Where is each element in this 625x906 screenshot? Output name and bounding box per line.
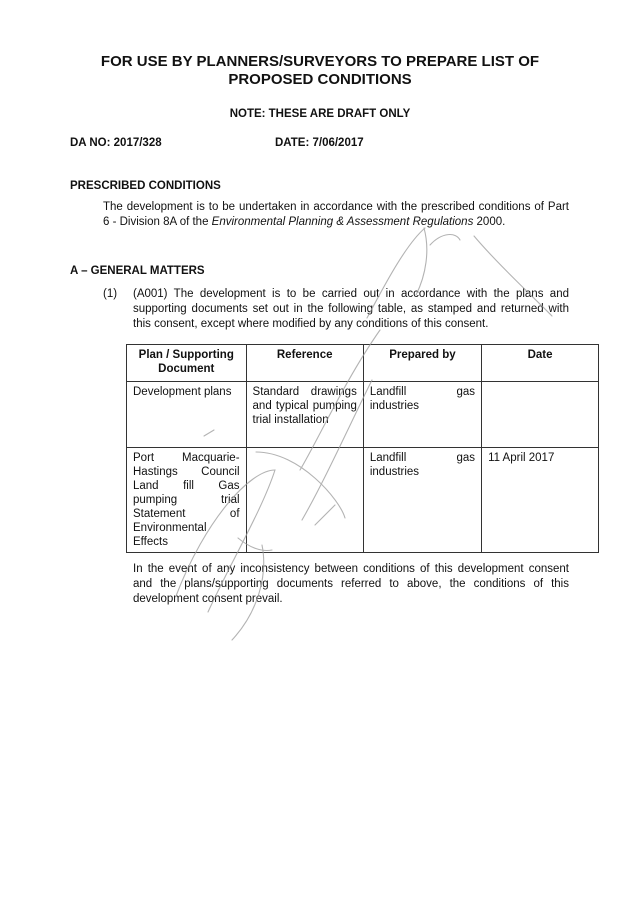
plans-table [126,344,599,553]
column-header-reference: Reference [246,345,363,382]
da-number: DA NO: 2017/328 [70,137,162,149]
table-cell: 11 April 2017 [482,448,599,553]
prescribed-text-before: The development is to be undertaken in accordance with the prescribed conditions of Part 6 - Division 8A of the [103,201,569,228]
table-cell: Landfill gas industries [363,382,481,448]
page-title: FOR USE BY PLANNERS/SURVEYORS TO PREPARE LIST OF PROPOSED CONDITIONS [100,53,540,88]
column-header-prepared-by: Prepared by [363,345,481,382]
table-cell [246,448,363,553]
condition-number: (1) [103,288,118,300]
draft-note: NOTE: THESE ARE DRAFT ONLY [229,108,411,120]
da-date: DATE: 7/06/2017 [275,137,364,149]
condition-a001-text: (A001) The development is to be carried out in accordance with the plans and supporting documents set out in the following table, as stamped and returned with this consent, except where modified by any conditions of this consent. [133,288,569,330]
prescribed-conditions-heading: PRESCRIBED CONDITIONS [70,180,221,192]
table-header-row [127,345,599,382]
table-row [127,448,599,553]
prescribed-text-after: 2000. [473,216,506,228]
general-matters-heading: A – GENERAL MATTERS [70,265,205,277]
table-cell [482,382,599,448]
table-cell: Port Macquarie-Hastings Council Land fill Gas pumping trial Statement of Environmental Effects [127,448,247,553]
column-header-plan: Plan / Supporting Document [127,345,247,382]
inconsistency-clause: In the event of any inconsistency between conditions of this development consent and the plans/supporting documents referred to above, the conditions of this development consent prevail. [133,563,569,605]
prescribed-conditions-text [103,200,569,230]
column-header-date: Date [482,345,599,382]
table-cell: Landfill gas industries [363,448,481,553]
table-cell: Development plans [127,382,247,448]
table-cell: Standard drawings and typical pumping trial installation [246,382,363,448]
table-row [127,382,599,448]
regulations-title: Environmental Planning & Assessment Regulations [211,216,474,228]
